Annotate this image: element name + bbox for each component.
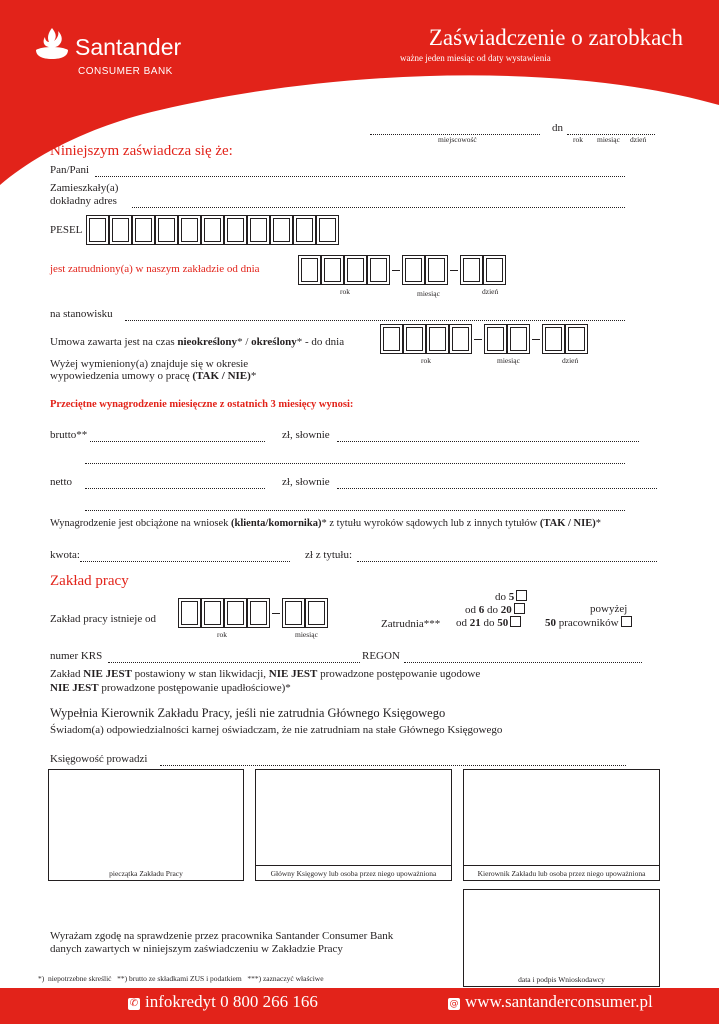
- digit-box[interactable]: [542, 324, 565, 354]
- manager-signature-box[interactable]: [463, 769, 660, 881]
- document-subtitle: ważne jeden miesiąc od daty wystawienia: [400, 53, 551, 63]
- digit-box-inner: [428, 258, 445, 282]
- regon-label: REGON: [362, 650, 400, 662]
- burden-mid: * z tytułu wyroków sądowych lub z innych tytułów: [321, 518, 540, 529]
- name-label: Pan/Pani: [50, 164, 90, 176]
- date-caption: miesiąc: [295, 630, 318, 639]
- opt3-pre: od: [456, 617, 470, 629]
- digit-box[interactable]: [178, 215, 201, 245]
- digit-box[interactable]: [109, 215, 132, 245]
- manager-heading: Wypełnia Kierownik Zakładu Pracy, jeśli nie zatrudnia Głównego Księgowego: [50, 706, 446, 720]
- digit-box[interactable]: [425, 255, 448, 285]
- stamp-box[interactable]: [48, 769, 244, 881]
- applicant-signature-box[interactable]: [463, 889, 660, 987]
- date-caption: miesiąc: [417, 289, 440, 298]
- digit-box[interactable]: [178, 598, 201, 628]
- digit-box[interactable]: [565, 324, 588, 354]
- employees-opt-1[interactable]: [495, 590, 527, 603]
- digit-box-inner: [568, 327, 585, 351]
- address-label-1: Zamieszkały(a): [50, 182, 119, 194]
- digit-box-inner: [227, 601, 244, 625]
- gross-amount-field[interactable]: [90, 431, 265, 442]
- name-field[interactable]: [95, 166, 625, 177]
- digit-box[interactable]: [507, 324, 530, 354]
- date-caption: rok: [217, 630, 227, 639]
- digit-box[interactable]: [224, 215, 247, 245]
- net-words-field[interactable]: [337, 478, 657, 489]
- digit-box-inner: [204, 218, 221, 242]
- employees-opt-4[interactable]: [545, 616, 632, 629]
- date-caption: miesiąc: [497, 356, 520, 365]
- digit-box[interactable]: [316, 215, 339, 245]
- chief-accountant-line: [256, 865, 451, 866]
- digit-box-inner: [510, 327, 527, 351]
- status1-mid: postawiony w stan likwidacji,: [131, 668, 269, 680]
- digit-box[interactable]: [247, 598, 270, 628]
- amount-label: kwota:: [50, 549, 80, 561]
- opt3-b: 50: [497, 617, 509, 629]
- contract-definite[interactable]: określony: [251, 336, 297, 348]
- manager-declaration: Świadom(a) odpowiedzialności karnej oświadczam, że nie zatrudniam na stałe Głównego Księgowego: [50, 724, 503, 736]
- employees-opt-3[interactable]: [456, 616, 521, 629]
- digit-box-inner: [204, 601, 221, 625]
- digit-box-inner: [273, 218, 290, 242]
- net-words-field-2[interactable]: [85, 500, 625, 511]
- footnotes: *) niepotrzebne skreślić **) brutto ze składkami ZUS i podatkiem ***) zaznaczyć właściwe: [38, 974, 324, 983]
- date-caption: dzień: [562, 356, 579, 365]
- web-icon: @: [449, 999, 459, 1009]
- footer-website[interactable]: www.santanderconsumer.pl: [465, 992, 653, 1011]
- footer-phone[interactable]: infokredyt 0 800 266 166: [145, 992, 318, 1011]
- manager-line: [464, 865, 659, 866]
- digit-box[interactable]: [402, 255, 425, 285]
- opt2-a: 6: [478, 604, 485, 616]
- employees-checkbox-2[interactable]: [514, 603, 525, 614]
- digit-box[interactable]: [224, 598, 247, 628]
- digit-box-inner: [227, 218, 244, 242]
- digit-box-inner: [405, 258, 422, 282]
- status1-nie-jest-b: NIE JEST: [268, 668, 318, 680]
- net-words-label: zł, słownie: [282, 476, 330, 488]
- date-caption: dzień: [482, 287, 499, 296]
- opt2-mid: do: [484, 604, 501, 616]
- net-label: netto: [50, 476, 72, 488]
- regon-field[interactable]: [404, 652, 642, 663]
- burden-amount-field[interactable]: [80, 551, 290, 562]
- date-separator: [392, 270, 400, 271]
- employed-since-label: jest zatrudniony(a) w naszym zakładzie od dnia: [50, 263, 260, 275]
- place-field[interactable]: [370, 124, 540, 135]
- status1-post: prowadzone postępowanie ugodowe: [317, 668, 481, 680]
- burden-title-field[interactable]: [357, 551, 657, 562]
- digit-box-inner: [135, 218, 152, 242]
- date-separator: [474, 339, 482, 340]
- digit-box[interactable]: [344, 255, 367, 285]
- gross-words-field-2[interactable]: [85, 453, 625, 464]
- digit-box[interactable]: [484, 324, 507, 354]
- notice-label-text: wypowiedzenia umowy o pracę: [50, 370, 193, 382]
- applicant-caption: data i podpis Wnioskodawcy: [518, 975, 605, 984]
- contract-label-mid: * /: [237, 336, 252, 348]
- opt4-num: 50: [545, 617, 556, 629]
- burden-star: *: [595, 518, 601, 529]
- brand-name: Santander: [75, 34, 182, 60]
- opt2-b: 20: [500, 604, 512, 616]
- digit-box[interactable]: [298, 255, 321, 285]
- employees-checkbox-4[interactable]: [621, 616, 632, 627]
- opt1-num: 5: [508, 591, 515, 603]
- digit-box[interactable]: [132, 215, 155, 245]
- digit-box-inner: [112, 218, 129, 242]
- digit-box-inner: [383, 327, 400, 351]
- date-caption-year: rok: [573, 135, 583, 144]
- brand-subname: CONSUMER BANK: [78, 66, 173, 77]
- opt3-a: 21: [469, 617, 481, 629]
- digit-box[interactable]: [380, 324, 403, 354]
- date-separator: [450, 270, 458, 271]
- digit-box-inner: [486, 258, 503, 282]
- address-field[interactable]: [132, 197, 625, 208]
- digit-box[interactable]: [321, 255, 344, 285]
- digit-box[interactable]: [449, 324, 472, 354]
- contract-label: [50, 336, 344, 348]
- status1-pre: Zakład: [50, 668, 84, 680]
- employees-opt-2[interactable]: [465, 603, 525, 616]
- accounting-label: Księgowość prowadzi: [50, 753, 148, 765]
- digit-box[interactable]: [201, 598, 224, 628]
- digit-box-inner: [296, 218, 313, 242]
- digit-box[interactable]: [282, 598, 305, 628]
- position-label: na stanowisku: [50, 308, 113, 320]
- digit-box[interactable]: [270, 215, 293, 245]
- digit-box[interactable]: [426, 324, 449, 354]
- date-prefix: dn: [552, 122, 563, 134]
- burden-label: [50, 518, 601, 529]
- digit-box-inner: [250, 601, 267, 625]
- gross-words-field[interactable]: [337, 431, 639, 442]
- digit-box-inner: [250, 218, 267, 242]
- status2-post: prowadzone postępowanie upadłościowe)*: [98, 682, 291, 694]
- opt2-pre: od: [465, 604, 479, 616]
- employees-checkbox-1[interactable]: [516, 590, 527, 601]
- net-amount-field[interactable]: [85, 478, 265, 489]
- position-field[interactable]: [125, 310, 625, 321]
- digit-box-inner: [406, 327, 423, 351]
- contract-label-post: * - do dnia: [296, 336, 345, 348]
- digit-box[interactable]: [367, 255, 390, 285]
- digit-box-inner: [324, 258, 341, 282]
- manager-caption: Kierownik Zakładu lub osoba przez niego upoważniona: [477, 869, 646, 878]
- workplace-status-2: [50, 682, 291, 694]
- stamp-caption: pieczątka Zakładu Pracy: [109, 869, 183, 878]
- burden-who[interactable]: (klienta/komornika): [231, 518, 322, 529]
- burden-pre: Wynagrodzenie jest obciążone na wniosek: [50, 518, 232, 529]
- contract-label-pre: Umowa zawarta jest na czas: [50, 336, 178, 348]
- notice-label-2: [50, 370, 256, 382]
- date-caption: rok: [421, 356, 431, 365]
- digit-box[interactable]: [483, 255, 506, 285]
- workplace-heading: Zakład pracy: [50, 573, 129, 589]
- consent-line-2: danych zawartych w niniejszym zaświadczeniu w Zakładzie Pracy: [50, 943, 343, 955]
- contract-indefinite[interactable]: nieokreślony: [177, 336, 238, 348]
- digit-box-inner: [301, 258, 318, 282]
- chief-accountant-signature-box[interactable]: [255, 769, 452, 881]
- digit-box[interactable]: [201, 215, 224, 245]
- status2-nie-jest: NIE JEST: [50, 682, 99, 694]
- accounting-field[interactable]: [160, 755, 626, 766]
- santander-flame-icon: [34, 26, 70, 60]
- digit-box-inner: [308, 601, 325, 625]
- digit-box-inner: [463, 258, 480, 282]
- chief-accountant-caption: Główny Księgowy lub osoba przez niego upoważniona: [270, 869, 437, 878]
- digit-box-inner: [158, 218, 175, 242]
- address-label-2: dokładny adres: [50, 195, 117, 207]
- phone-icon: ✆: [129, 998, 139, 1009]
- digit-box-inner: [347, 258, 364, 282]
- digit-box-inner: [452, 327, 469, 351]
- notice-star: *: [250, 370, 257, 382]
- consent-line-1: Wyrażam zgodę na sprawdzenie przez pracownika Santander Consumer Bank: [50, 930, 394, 942]
- digit-box[interactable]: [293, 215, 316, 245]
- section-heading-certify: Niniejszym zaświadcza się że:: [50, 143, 233, 159]
- opt3-mid: do: [480, 617, 498, 629]
- opt1-pre: do: [495, 591, 509, 603]
- digit-box[interactable]: [403, 324, 426, 354]
- notice-choice[interactable]: (TAK / NIE): [192, 370, 251, 382]
- date-caption-month: miesiąc: [597, 135, 620, 144]
- workplace-exists-label: Zakład pracy istnieje od: [50, 613, 156, 625]
- digit-box[interactable]: [460, 255, 483, 285]
- gross-words-label: zł, słownie: [282, 429, 330, 441]
- krs-label: numer KRS: [50, 650, 103, 662]
- burden-choice[interactable]: (TAK / NIE): [539, 518, 596, 529]
- date-caption: rok: [340, 287, 350, 296]
- employees-opt-4-line1: powyżej: [590, 603, 628, 615]
- digit-box-inner: [285, 601, 302, 625]
- digit-box-inner: [370, 258, 387, 282]
- issue-date-field[interactable]: [567, 124, 655, 135]
- digit-box[interactable]: [86, 215, 109, 245]
- opt4-text: pracowników: [556, 617, 619, 629]
- status1-nie-jest-a: NIE JEST: [83, 668, 132, 680]
- place-caption: miejscowość: [438, 135, 477, 144]
- digit-box[interactable]: [305, 598, 328, 628]
- employees-checkbox-3[interactable]: [510, 616, 521, 627]
- digit-box-inner: [319, 218, 336, 242]
- employees-label: Zatrudnia***: [381, 618, 441, 630]
- digit-box-inner: [181, 601, 198, 625]
- document-title: Zaświadczenie o zarobkach: [428, 25, 683, 50]
- digit-box-inner: [545, 327, 562, 351]
- date-separator: [532, 339, 540, 340]
- notice-label-1: Wyżej wymieniony(a) znajduje się w okresie: [50, 358, 249, 370]
- krs-field[interactable]: [108, 652, 360, 663]
- digit-box-inner: [89, 218, 106, 242]
- digit-box-inner: [181, 218, 198, 242]
- digit-box-inner: [429, 327, 446, 351]
- digit-box-inner: [487, 327, 504, 351]
- date-caption-day: dzień: [630, 135, 647, 144]
- pesel-label: PESEL: [50, 224, 83, 236]
- salary-heading: Przeciętne wynagrodzenie miesięczne z ostatnich 3 miesięcy wynosi:: [50, 399, 354, 410]
- burden-title-label: zł z tytułu:: [305, 549, 353, 561]
- date-separator: [272, 613, 280, 614]
- digit-box[interactable]: [155, 215, 178, 245]
- workplace-status-1: [50, 668, 480, 680]
- gross-label: brutto**: [50, 429, 88, 441]
- digit-box[interactable]: [247, 215, 270, 245]
